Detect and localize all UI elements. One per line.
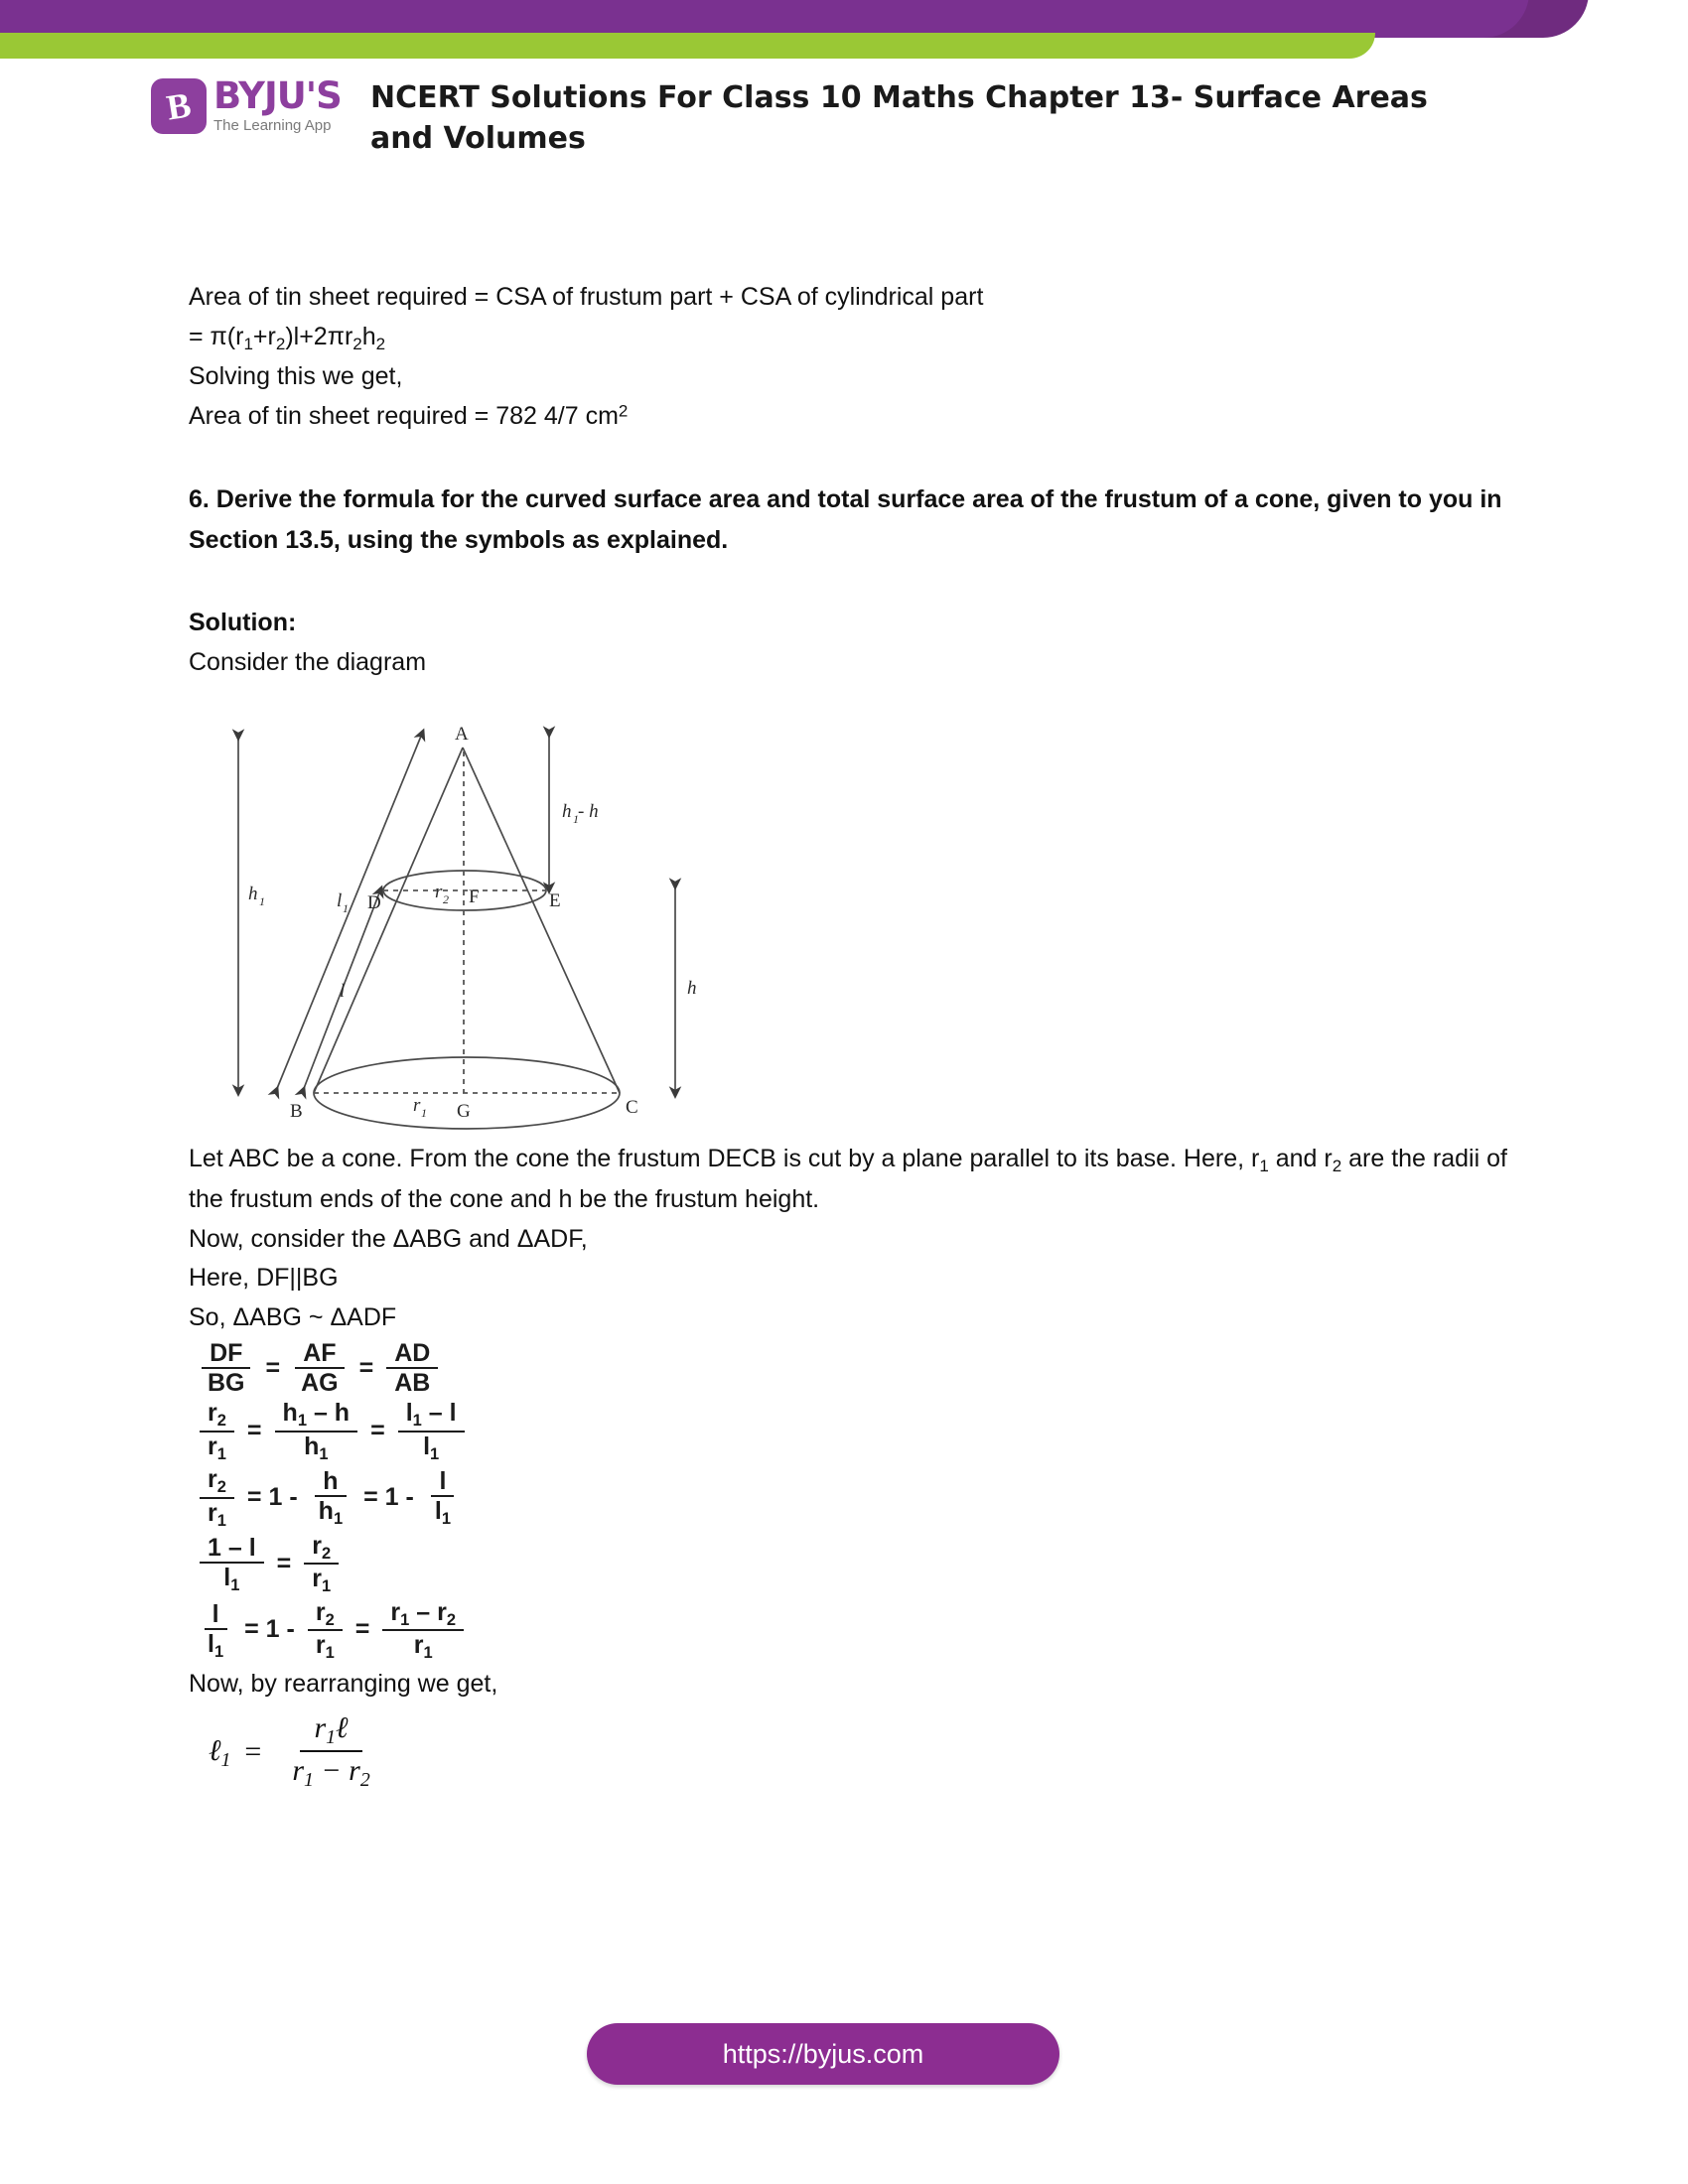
- paragraph-similar-triangles: So, ΔABG ~ ΔADF: [189, 1302, 397, 1331]
- page-header: [151, 77, 1561, 160]
- diagram-label-h1-minus-h: h: [562, 801, 572, 823]
- fraction-r2-r1-a: $\frac{r2}{r1}$: [200, 1399, 234, 1463]
- operator-one-minus-2: = 1 -: [363, 1482, 414, 1511]
- fraction-r2-r1-b: $\frac{r2}{r1}$: [200, 1465, 234, 1530]
- operator-one-minus-1: = 1 -: [246, 1482, 298, 1511]
- logo-wordmark: BYJU'S: [213, 77, 342, 117]
- equation-one-minus-l-over-l1: [197, 1532, 1519, 1596]
- question-6-text: 6. Derive the formula for the curved surface area and total surface area of the frustum of a cone, given to you in Section 13.5, using the symbols as explained.: [189, 485, 1502, 554]
- byjus-logo[interactable]: [151, 77, 364, 157]
- svg-text:1: 1: [259, 894, 265, 909]
- operator-equals-7: =: [244, 1734, 262, 1768]
- diagram-label-r2: r: [435, 882, 443, 903]
- operator-equals-5: =: [276, 1549, 292, 1577]
- fraction-r1-minus-r2-over-r1: $\frac{r1 - r2}{r1}$: [382, 1598, 464, 1663]
- consider-diagram-label: Consider the diagram: [189, 647, 427, 676]
- cone-frustum-svg: [218, 696, 834, 1133]
- diagram-label-l: l: [340, 981, 346, 1003]
- document-content: [189, 278, 1519, 1793]
- logo-b-glyph: B: [164, 83, 194, 128]
- svg-text:2: 2: [443, 892, 449, 907]
- text-line-area-required: Area of tin sheet required = CSA of frustum part + CSA of cylindrical part: [189, 283, 984, 311]
- diagram-label-C: C: [626, 1097, 638, 1119]
- byjus-logo-mark-icon: [151, 78, 207, 134]
- svg-text:1: 1: [573, 812, 579, 827]
- paragraph-consider-triangles: Now, consider the ΔABG and ΔADF,: [189, 1224, 588, 1253]
- fraction-af-ag: $\frac{AF}{AG}$: [293, 1339, 347, 1397]
- diagram-label-h1: h: [248, 884, 258, 905]
- text-line-formula-expanded: = $\pi(r_1+r_2)l+2\pi r_2h_2$: [189, 322, 386, 353]
- fraction-ad-ab: $\frac{AD}{AB}$: [386, 1339, 438, 1397]
- diagram-label-B: B: [290, 1101, 303, 1123]
- svg-text:- h: - h: [578, 801, 599, 823]
- operator-equals-2: =: [358, 1353, 374, 1382]
- fraction-l1-minus-l-over-l1: $\frac{l1 - l}{l1}$: [398, 1399, 465, 1463]
- fraction-one-minus-l-over-l1: $\frac{1 - l}{l1}$: [200, 1534, 264, 1594]
- diagram-label-E: E: [549, 890, 561, 912]
- text-line-result: Area of tin sheet required = 782 4/7 $cm^2$: [189, 400, 629, 430]
- operator-equals-3: =: [246, 1417, 262, 1445]
- equation-l-over-l1-final: [197, 1598, 1519, 1663]
- fraction-h1-minus-h-over-h1: $\frac{h1 - h}{h1}$: [275, 1399, 358, 1463]
- byjus-url-button[interactable]: [587, 2023, 1059, 2085]
- top-decorative-banner: [0, 0, 1688, 62]
- diagram-label-F: F: [469, 887, 480, 908]
- diagram-label-G: G: [457, 1101, 471, 1123]
- fraction-r2-r1-c: $\frac{r2}{r1}$: [304, 1532, 339, 1596]
- banner-green-band: [0, 33, 1375, 59]
- diagram-label-h: h: [687, 978, 697, 1000]
- operator-one-minus-3: = 1 -: [244, 1615, 295, 1644]
- fraction-l-over-l1-a: $\frac{l}{l1}$: [427, 1467, 459, 1528]
- diagram-label-A: A: [455, 724, 469, 746]
- equation-r2-r1-one-minus: [197, 1465, 1519, 1530]
- equation-df-bg: [197, 1339, 1519, 1397]
- paragraph-df-parallel-bg: Here, DF||BG: [189, 1264, 339, 1293]
- diagram-label-r1: r: [413, 1095, 421, 1117]
- equation-l1-final: [209, 1709, 1519, 1793]
- fraction-r1l-over-r1-minus-r2: $\frac{\text{r1ℓ}}{r1 - r2}$: [292, 1711, 370, 1792]
- fraction-h-over-h1: $\frac{h}{h1}$: [311, 1467, 351, 1528]
- svg-text:1: 1: [421, 1106, 427, 1121]
- paragraph-let-abc: Let ABC be a cone. From the cone the frustum DECB is cut by a plane parallel to its base. Here, $r_1$ and $r_2$ are the radii of the frustum ends of the cone and h be the frustum height.: [189, 1145, 1507, 1214]
- fraction-df-bg: $\frac{DF}{BG}$: [200, 1339, 253, 1397]
- rearranging-label: Now, by rearranging we get,: [189, 1669, 498, 1698]
- operator-equals-6: =: [354, 1615, 370, 1644]
- byjus-url-text: https://byjus.com: [722, 2038, 924, 2069]
- svg-text:1: 1: [343, 901, 349, 916]
- text-line-solving: Solving this we get,: [189, 362, 403, 391]
- fraction-r2-r1-d: $\frac{r2}{r1}$: [308, 1598, 343, 1663]
- fraction-l-over-l1-b: $\frac{l}{l1}$: [200, 1600, 231, 1661]
- diagram-label-l1: l: [337, 890, 343, 912]
- operator-equals-1: =: [265, 1353, 281, 1382]
- logo-tagline: The Learning App: [213, 117, 332, 134]
- page-title: NCERT Solutions For Class 10 Maths Chapter 13- Surface Areas and Volumes: [370, 80, 1428, 157]
- equation-r2-r1-ratios: [197, 1399, 1519, 1463]
- cone-frustum-diagram: [218, 696, 834, 1133]
- lhs-l1: ℓ1: [209, 1733, 231, 1771]
- diagram-label-D: D: [367, 892, 381, 914]
- operator-equals-4: =: [370, 1417, 385, 1445]
- solution-label: Solution:: [189, 609, 297, 637]
